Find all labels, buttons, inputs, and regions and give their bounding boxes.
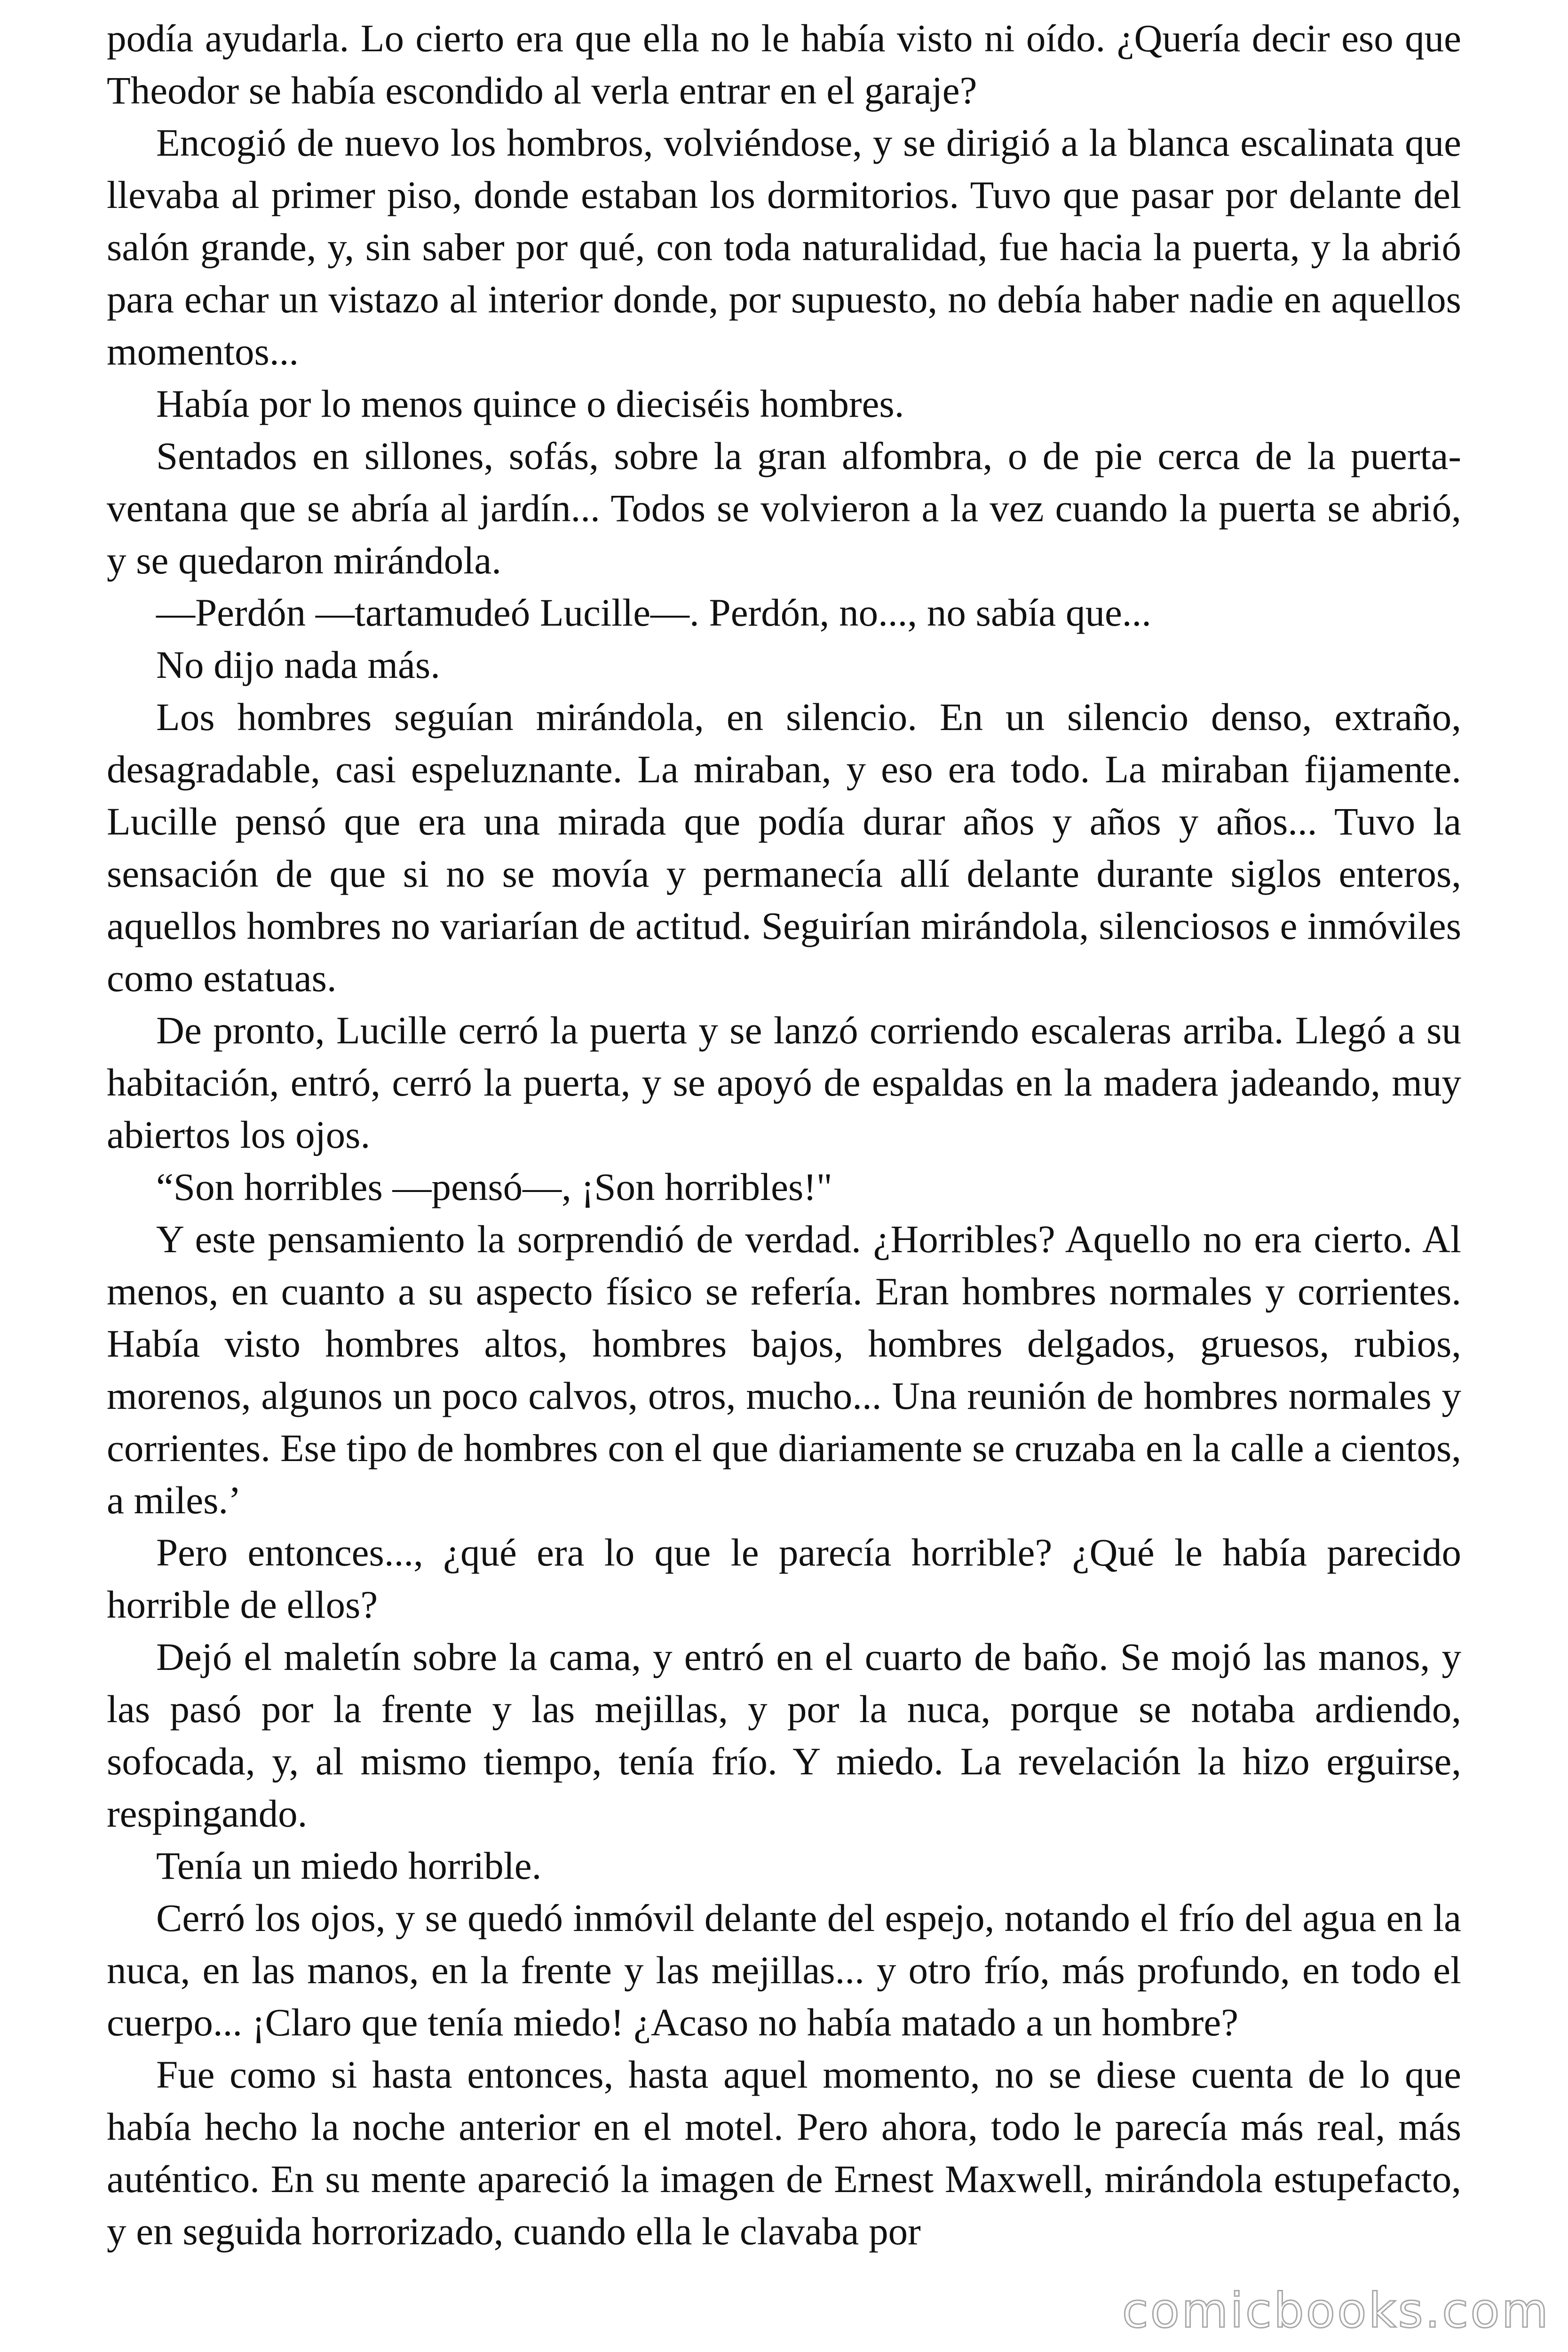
paragraph-9-thought: “Son horribles —pensó—, ¡Son horribles!": [156, 1165, 832, 1208]
paragraph-2: Encogió de nuevo los hombros, volviéndose, y se dirigió a la blanca escalinata que llevaba al primer piso, donde estaban los dormitorios. Tuvo que pasar por delante del salón grande, y, sin saber por qué, con toda naturalidad, fue hacia la puerta, y la abrió para echar un vistazo al interior donde, por supuesto, no debía haber nadie en aquellos momentos...: [107, 121, 1461, 373]
paragraph-5-dialogue: —Perdón —tartamudeó Lucille—. Perdón, no..., no sabía que...: [156, 591, 1152, 634]
paragraph-3: Había por lo menos quince o dieciséis hombres.: [156, 382, 904, 425]
paragraph-7: Los hombres seguían mirándola, en silencio. En un silencio denso, extraño, desagradable, casi espeluznante. La miraban, y eso era todo. La miraban fijamente. Lucille pensó que era una mirada que podía durar años y años y años... Tuvo la sensación de que si no se movía y permanecía allí delante durante siglos enteros, aquellos hombres no variarían de actitud. Seguirían mirándola, silenciosos e inmóviles como estatuas.: [107, 695, 1461, 1000]
paragraph-15: Fue como si hasta entonces, hasta aquel momento, no se diese cuenta de lo que había hecho la noche anterior en el motel. Pero ahora, todo le parecía más real, más auténtico. En su mente apareció la imagen de Ernest Maxwell, mirándola estupefacto, y en seguida horrorizado, cuando ella le clavaba por: [107, 2053, 1461, 2253]
paragraph-1: podía ayudarla. Lo cierto era que ella no le había visto ni oído. ¿Quería decir eso que Theodor se había escondido al verla entrar en el garaje?: [107, 16, 1461, 112]
paragraph-12: Dejó el maletín sobre la cama, y entró en el cuarto de baño. Se mojó las manos, y las pasó por la frente y las mejillas, y por la nuca, porque se notaba ardiendo, sofocada, y, al mismo tiempo, tenía frío. Y miedo. La revelación la hizo erguirse, respingando.: [107, 1635, 1461, 1835]
paragraph-11: Pero entonces..., ¿qué era lo que le parecía horrible? ¿Qué le había parecido horrible de ellos?: [107, 1531, 1461, 1626]
book-page-text: [107, 12, 1461, 2257]
paragraph-14: Cerró los ojos, y se quedó inmóvil delante del espejo, notando el frío del agua en la nuca, en las manos, en la frente y las mejillas... y otro frío, más profundo, en todo el cuerpo... ¡Claro que tenía miedo! ¿Acaso no había matado a un hombre?: [107, 1896, 1461, 2044]
watermark: comicbooks.com: [1122, 2283, 1550, 2339]
paragraph-6: No dijo nada más.: [156, 643, 440, 686]
paragraph-4: Sentados en sillones, sofás, sobre la gran alfombra, o de pie cerca de la puerta-ventana que se abría al jardín... Todos se volvieron a la vez cuando la puerta se abrió, y se quedaron mirándola.: [107, 434, 1461, 582]
paragraph-10: Y este pensamiento la sorprendió de verdad. ¿Horribles? Aquello no era cierto. Al menos, en cuanto a su aspecto físico se refería. Eran hombres normales y corrientes. Había visto hombres altos, hombres bajos, hombres delgados, gruesos, rubios, morenos, algunos un poco calvos, otros, mucho... Una reunión de hombres normales y corrientes. Ese tipo de hombres con el que diariamente se cruzaba en la calle a cientos, a miles.’: [107, 1217, 1461, 1522]
paragraph-8: De pronto, Lucille cerró la puerta y se lanzó corriendo escaleras arriba. Llegó a su habitación, entró, cerró la puerta, y se apoyó de espaldas en la madera jadeando, muy abiertos los ojos.: [107, 1009, 1461, 1156]
paragraph-13: Tenía un miedo horrible.: [156, 1844, 542, 1887]
